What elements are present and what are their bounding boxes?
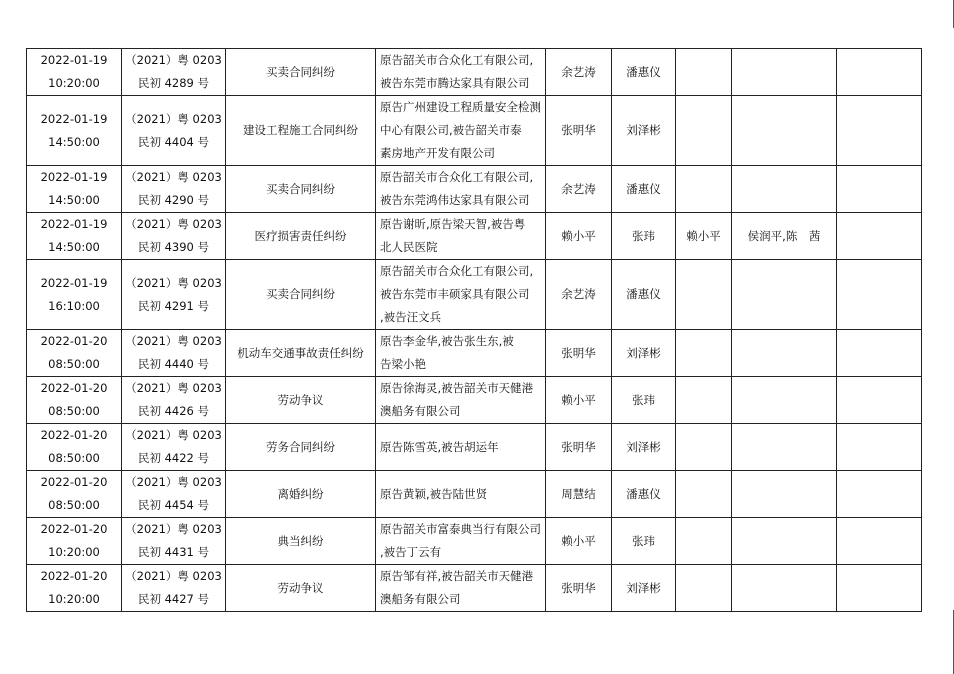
juror-group-cell	[732, 471, 837, 518]
presiding-judge-cell: 张明华	[546, 330, 612, 377]
parties-cell	[376, 565, 546, 612]
juror-cell	[676, 565, 732, 612]
empty-cell	[837, 565, 922, 612]
hearing-date: 2022-01-20	[40, 381, 108, 395]
case-number: 民初 4427 号	[137, 592, 210, 606]
parties-cell	[376, 213, 546, 260]
presiding-judge-cell: 张明华	[546, 565, 612, 612]
parties-text-line: 原告邹有祥,被告韶关市天健港	[380, 569, 534, 583]
juror-group-cell: 侯润平,陈 茜	[732, 213, 837, 260]
hearing-time: 08:50:00	[48, 451, 100, 465]
juror-cell	[676, 166, 732, 213]
hearing-time: 10:20:00	[48, 545, 100, 559]
table-row	[27, 518, 922, 565]
clerk-cell: 潘惠仪	[612, 471, 676, 518]
juror-cell	[676, 49, 732, 96]
case-number-cell	[122, 96, 226, 166]
juror-cell	[676, 330, 732, 377]
hearing-datetime-cell	[27, 565, 122, 612]
hearing-time: 08:50:00	[48, 357, 100, 371]
case-number-prefix: （2021）粤 0203	[125, 334, 222, 348]
parties-text-line: 澳船务有限公司	[380, 592, 461, 606]
case-number-cell	[122, 518, 226, 565]
parties-cell	[376, 330, 546, 377]
hearing-date: 2022-01-20	[40, 475, 108, 489]
table-row	[27, 377, 922, 424]
case-number-prefix: （2021）粤 0203	[125, 522, 222, 536]
case-number: 民初 4426 号	[137, 404, 210, 418]
empty-cell	[837, 49, 922, 96]
case-number-cell	[122, 377, 226, 424]
juror-cell	[676, 96, 732, 166]
parties-text-line: 澳船务有限公司	[380, 404, 461, 418]
presiding-judge-cell: 赖小平	[546, 377, 612, 424]
case-number: 民初 4454 号	[137, 498, 210, 512]
hearing-time: 14:50:00	[48, 193, 100, 207]
clerk-cell: 潘惠仪	[612, 166, 676, 213]
hearing-datetime-cell	[27, 471, 122, 518]
empty-cell	[837, 377, 922, 424]
hearing-datetime-cell	[27, 260, 122, 330]
clerk-cell: 潘惠仪	[612, 260, 676, 330]
case-number-prefix: （2021）粤 0203	[125, 275, 222, 290]
parties-cell	[376, 166, 546, 213]
juror-group-cell	[732, 49, 837, 96]
parties-text-line: 原告谢昕,原告梁天智,被告粤	[380, 217, 526, 231]
case-number-cell	[122, 565, 226, 612]
table-row	[27, 424, 922, 471]
case-cause-cell: 买卖合同纠纷	[226, 49, 376, 96]
juror-group-cell	[732, 166, 837, 213]
case-number: 民初 4431 号	[137, 545, 210, 559]
clerk-cell: 刘泽彬	[612, 565, 676, 612]
juror-group-cell	[732, 377, 837, 424]
case-number-prefix: （2021）粤 0203	[125, 569, 222, 583]
empty-cell	[837, 471, 922, 518]
hearing-time: 14:50:00	[48, 240, 100, 254]
presiding-judge-cell: 张明华	[546, 424, 612, 471]
parties-cell	[376, 471, 546, 518]
table-row	[27, 166, 922, 213]
hearing-datetime-cell	[27, 518, 122, 565]
case-cause-cell: 劳动争议	[226, 565, 376, 612]
juror-group-cell	[732, 565, 837, 612]
parties-text-line: ,被告汪文兵	[380, 310, 442, 324]
hearing-datetime-cell	[27, 49, 122, 96]
hearing-date: 2022-01-19	[40, 111, 108, 126]
parties-text-line: 原告李金华,被告张生东,被	[380, 334, 514, 348]
case-cause-cell: 买卖合同纠纷	[226, 166, 376, 213]
table-row	[27, 96, 922, 166]
juror-cell	[676, 260, 732, 330]
parties-text-line: 原告陈雪英,被告胡运年	[380, 439, 499, 454]
presiding-judge-cell: 赖小平	[546, 213, 612, 260]
case-number: 民初 4290 号	[137, 193, 210, 207]
parties-text-line: 北人民医院	[380, 240, 438, 254]
case-number: 民初 4440 号	[137, 357, 210, 371]
hearing-date: 2022-01-20	[40, 334, 108, 348]
parties-text-line: 原告韶关市合众化工有限公司,	[380, 53, 534, 67]
hearing-time: 14:50:00	[48, 134, 100, 149]
juror-group-cell	[732, 260, 837, 330]
presiding-judge-cell: 余艺涛	[546, 49, 612, 96]
hearing-date: 2022-01-20	[40, 569, 108, 583]
juror-cell: 赖小平	[676, 213, 732, 260]
case-cause-cell: 离婚纠纷	[226, 471, 376, 518]
juror-cell	[676, 518, 732, 565]
clerk-cell: 张玮	[612, 518, 676, 565]
hearing-time: 08:50:00	[48, 498, 100, 512]
hearing-datetime-cell	[27, 330, 122, 377]
juror-cell	[676, 377, 732, 424]
hearing-date: 2022-01-20	[40, 522, 108, 536]
presiding-judge-cell: 赖小平	[546, 518, 612, 565]
case-cause-cell: 建设工程施工合同纠纷	[226, 96, 376, 166]
clerk-cell: 刘泽彬	[612, 424, 676, 471]
presiding-judge-cell: 余艺涛	[546, 166, 612, 213]
hearing-datetime-cell	[27, 213, 122, 260]
parties-text-line: 原告韶关市合众化工有限公司,	[380, 170, 534, 184]
table-row	[27, 471, 922, 518]
empty-cell	[837, 96, 922, 166]
clerk-cell: 潘惠仪	[612, 49, 676, 96]
case-number-cell	[122, 471, 226, 518]
parties-text-line: 素房地产开发有限公司	[380, 146, 495, 160]
empty-cell	[837, 260, 922, 330]
hearing-time: 10:20:00	[48, 76, 100, 90]
clerk-cell: 刘泽彬	[612, 96, 676, 166]
hearing-date: 2022-01-19	[40, 170, 108, 184]
hearing-datetime-cell	[27, 424, 122, 471]
case-cause-cell: 买卖合同纠纷	[226, 260, 376, 330]
hearing-time: 08:50:00	[48, 404, 100, 418]
table-row	[27, 213, 922, 260]
juror-group-cell	[732, 518, 837, 565]
case-number-cell	[122, 260, 226, 330]
parties-text-line: 被告东莞市丰硕家具有限公司	[380, 287, 530, 301]
case-number-prefix: （2021）粤 0203	[125, 475, 222, 489]
empty-cell	[837, 213, 922, 260]
hearing-date: 2022-01-20	[40, 428, 108, 442]
presiding-judge-cell: 张明华	[546, 96, 612, 166]
case-number-cell	[122, 424, 226, 471]
case-number-cell	[122, 49, 226, 96]
table-row	[27, 49, 922, 96]
case-number-prefix: （2021）粤 0203	[125, 428, 222, 442]
juror-cell	[676, 471, 732, 518]
parties-cell	[376, 96, 546, 166]
hearing-datetime-cell	[27, 377, 122, 424]
hearing-date: 2022-01-19	[40, 53, 108, 67]
case-number-prefix: （2021）粤 0203	[125, 217, 222, 231]
hearing-date: 2022-01-19	[40, 275, 108, 290]
empty-cell	[837, 330, 922, 377]
parties-text-line: ,被告丁云有	[380, 545, 442, 559]
parties-cell	[376, 260, 546, 330]
case-number-cell	[122, 330, 226, 377]
parties-text-line: 被告东莞鸿伟达家具有限公司	[380, 193, 530, 207]
juror-group-cell	[732, 424, 837, 471]
hearing-date: 2022-01-19	[40, 217, 108, 231]
empty-cell	[837, 424, 922, 471]
case-number: 民初 4404 号	[137, 134, 210, 149]
parties-text-line: 原告徐海灵,被告韶关市天健港	[380, 381, 534, 395]
case-number: 民初 4422 号	[137, 451, 210, 465]
table-row	[27, 260, 922, 330]
hearing-time: 16:10:00	[48, 298, 100, 313]
case-number: 民初 4390 号	[137, 240, 210, 254]
juror-cell	[676, 424, 732, 471]
parties-cell	[376, 424, 546, 471]
hearing-datetime-cell	[27, 96, 122, 166]
case-number-prefix: （2021）粤 0203	[125, 111, 222, 126]
empty-cell	[837, 518, 922, 565]
parties-text-line: 原告广州建设工程质量安全检测	[380, 100, 541, 114]
presiding-judge-cell: 周慧结	[546, 471, 612, 518]
clerk-cell: 刘泽彬	[612, 330, 676, 377]
parties-text-line: 原告韶关市富泰典当行有限公司	[380, 522, 541, 536]
case-cause-cell: 劳务合同纠纷	[226, 424, 376, 471]
empty-cell	[837, 166, 922, 213]
clerk-cell: 张玮	[612, 213, 676, 260]
case-number-cell	[122, 213, 226, 260]
parties-text-line: 被告东莞市腾达家具有限公司	[380, 76, 530, 90]
hearing-schedule-table	[26, 48, 922, 612]
case-number-cell	[122, 166, 226, 213]
parties-cell	[376, 518, 546, 565]
parties-cell	[376, 377, 546, 424]
presiding-judge-cell: 余艺涛	[546, 260, 612, 330]
case-cause-cell: 典当纠纷	[226, 518, 376, 565]
case-number-prefix: （2021）粤 0203	[125, 381, 222, 395]
case-cause-cell: 机动车交通事故责任纠纷	[226, 330, 376, 377]
table-row	[27, 330, 922, 377]
parties-text-line: 告梁小艳	[380, 357, 426, 371]
case-number: 民初 4291 号	[137, 298, 210, 313]
parties-text-line: 原告韶关市合众化工有限公司,	[380, 264, 534, 278]
table-row	[27, 565, 922, 612]
parties-cell	[376, 49, 546, 96]
hearing-datetime-cell	[27, 166, 122, 213]
clerk-cell: 张玮	[612, 377, 676, 424]
case-cause-cell: 劳动争议	[226, 377, 376, 424]
juror-group-cell	[732, 330, 837, 377]
case-number-prefix: （2021）粤 0203	[125, 53, 222, 67]
juror-group-cell	[732, 96, 837, 166]
hearing-time: 10:20:00	[48, 592, 100, 606]
case-cause-cell: 医疗损害责任纠纷	[226, 213, 376, 260]
case-number: 民初 4289 号	[137, 76, 210, 90]
parties-text-line: 原告黄颖,被告陆世贤	[380, 486, 488, 501]
parties-text-line: 中心有限公司,被告韶关市泰	[380, 123, 522, 137]
case-number-prefix: （2021）粤 0203	[125, 170, 222, 184]
